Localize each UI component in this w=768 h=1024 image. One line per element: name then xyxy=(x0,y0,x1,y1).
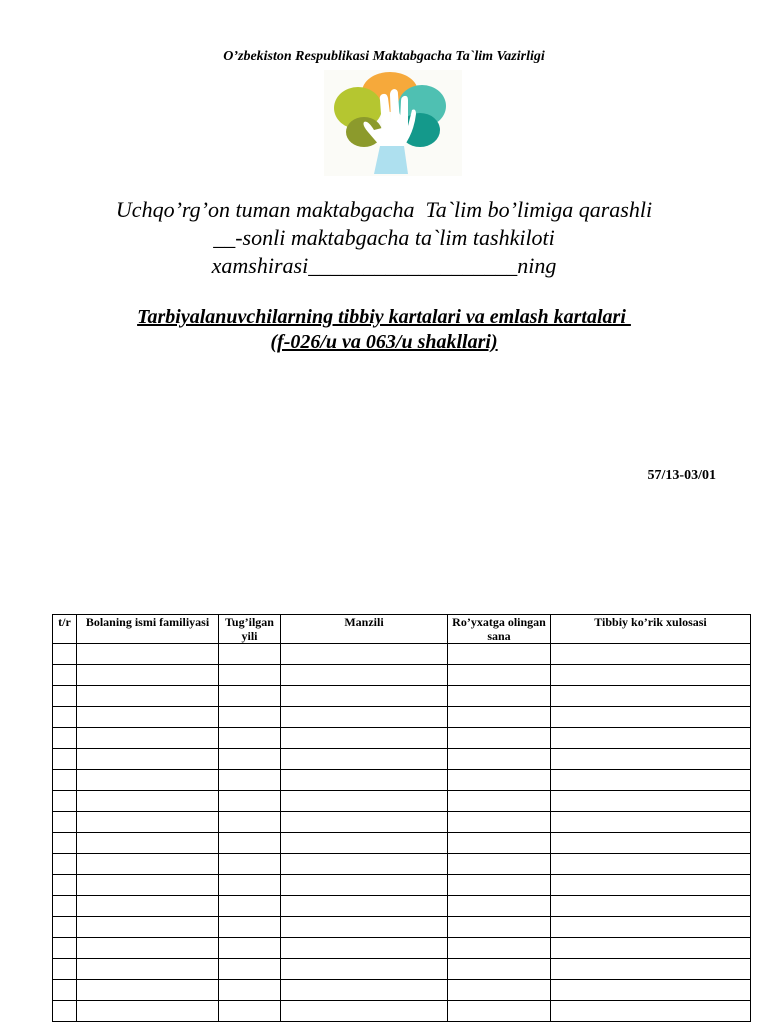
cell-medical-conclusion[interactable] xyxy=(551,770,751,791)
hand-tree-logo-icon xyxy=(324,70,462,176)
cell-address[interactable] xyxy=(281,959,448,980)
cell-medical-conclusion[interactable] xyxy=(551,875,751,896)
table-row xyxy=(53,749,751,770)
header-number: t/r xyxy=(53,615,77,644)
cell-birth-year[interactable] xyxy=(219,938,281,959)
cell-address[interactable] xyxy=(281,791,448,812)
document-title-line-1: Tarbiyalanuvchilarning tibbiy kartalari va emlash kartalari xyxy=(137,306,631,328)
cell-medical-conclusion[interactable] xyxy=(551,938,751,959)
table-row xyxy=(53,728,751,749)
cell-medical-conclusion[interactable] xyxy=(551,959,751,980)
cell-registration-date[interactable] xyxy=(448,917,551,938)
table-row xyxy=(53,686,751,707)
table-body xyxy=(53,644,751,1022)
cell-address[interactable] xyxy=(281,665,448,686)
table-row xyxy=(53,665,751,686)
cell-address[interactable] xyxy=(281,728,448,749)
cell-child-name[interactable] xyxy=(77,833,219,854)
table-row xyxy=(53,980,751,1001)
cell-number[interactable] xyxy=(53,854,77,875)
header-registration-date: Ro’yxatga olingan sana xyxy=(448,615,551,644)
document-title-line-2: (f-026/u va 063/u shakllari) xyxy=(270,331,498,353)
cell-birth-year[interactable] xyxy=(219,896,281,917)
cell-number[interactable] xyxy=(53,980,77,1001)
cell-address[interactable] xyxy=(281,749,448,770)
organization-line-1: Uchqo’rg’on tuman maktabgacha Ta`lim bo’limiga qarashli xyxy=(115,197,653,222)
cell-number[interactable] xyxy=(53,896,77,917)
header-birth-year: Tug’ilgan yili xyxy=(219,615,281,644)
cell-address[interactable] xyxy=(281,917,448,938)
cell-medical-conclusion[interactable] xyxy=(551,896,751,917)
cell-medical-conclusion[interactable] xyxy=(551,980,751,1001)
cell-child-name[interactable] xyxy=(77,896,219,917)
document-code: 57/13-03/01 xyxy=(647,468,716,483)
register-table xyxy=(52,614,751,1022)
cell-child-name[interactable] xyxy=(77,749,219,770)
cell-medical-conclusion[interactable] xyxy=(551,833,751,854)
cell-child-name[interactable] xyxy=(77,938,219,959)
cell-birth-year[interactable] xyxy=(219,728,281,749)
cell-registration-date[interactable] xyxy=(448,644,551,665)
cell-medical-conclusion[interactable] xyxy=(551,791,751,812)
cell-birth-year[interactable] xyxy=(219,854,281,875)
cell-child-name[interactable] xyxy=(77,854,219,875)
cell-address[interactable] xyxy=(281,686,448,707)
cell-registration-date[interactable] xyxy=(448,959,551,980)
table-row xyxy=(53,833,751,854)
cell-birth-year[interactable] xyxy=(219,749,281,770)
cell-registration-date[interactable] xyxy=(448,728,551,749)
cell-address[interactable] xyxy=(281,833,448,854)
table-row xyxy=(53,644,751,665)
cell-registration-date[interactable] xyxy=(448,875,551,896)
cell-medical-conclusion[interactable] xyxy=(551,665,751,686)
cell-child-name[interactable] xyxy=(77,980,219,1001)
cell-birth-year[interactable] xyxy=(219,686,281,707)
cell-child-name[interactable] xyxy=(77,770,219,791)
cell-birth-year[interactable] xyxy=(219,980,281,1001)
cell-child-name[interactable] xyxy=(77,644,219,665)
table-row xyxy=(53,959,751,980)
organization-line-2: __-sonli maktabgacha ta`lim tashkiloti xyxy=(213,225,555,250)
cell-address[interactable] xyxy=(281,938,448,959)
cell-number[interactable] xyxy=(53,665,77,686)
cell-birth-year[interactable] xyxy=(219,833,281,854)
cell-number[interactable] xyxy=(53,749,77,770)
cell-birth-year[interactable] xyxy=(219,917,281,938)
cell-medical-conclusion[interactable] xyxy=(551,1001,751,1022)
table-row xyxy=(53,707,751,728)
header-child-name: Bolaning ismi familiyasi xyxy=(77,615,219,644)
cell-birth-year[interactable] xyxy=(219,770,281,791)
cell-medical-conclusion[interactable] xyxy=(551,812,751,833)
document-title xyxy=(0,305,768,355)
cell-registration-date[interactable] xyxy=(448,980,551,1001)
cell-registration-date[interactable] xyxy=(448,833,551,854)
cell-child-name[interactable] xyxy=(77,728,219,749)
table-row xyxy=(53,875,751,896)
cell-address[interactable] xyxy=(281,644,448,665)
cell-number[interactable] xyxy=(53,938,77,959)
cell-birth-year[interactable] xyxy=(219,707,281,728)
cell-child-name[interactable] xyxy=(77,791,219,812)
cell-number[interactable] xyxy=(53,812,77,833)
cell-address[interactable] xyxy=(281,770,448,791)
cell-medical-conclusion[interactable] xyxy=(551,728,751,749)
cell-birth-year[interactable] xyxy=(219,791,281,812)
cell-registration-date[interactable] xyxy=(448,896,551,917)
cell-address[interactable] xyxy=(281,896,448,917)
cell-birth-year[interactable] xyxy=(219,644,281,665)
cell-child-name[interactable] xyxy=(77,812,219,833)
cell-registration-date[interactable] xyxy=(448,812,551,833)
table-row xyxy=(53,896,751,917)
cell-number[interactable] xyxy=(53,917,77,938)
cell-child-name[interactable] xyxy=(77,686,219,707)
cell-address[interactable] xyxy=(281,1001,448,1022)
cell-child-name[interactable] xyxy=(77,707,219,728)
cell-address[interactable] xyxy=(281,707,448,728)
cell-medical-conclusion[interactable] xyxy=(551,749,751,770)
cell-number[interactable] xyxy=(53,959,77,980)
table-row xyxy=(53,854,751,875)
cell-registration-date[interactable] xyxy=(448,707,551,728)
organization-block xyxy=(0,196,768,280)
cell-number[interactable] xyxy=(53,1001,77,1022)
cell-medical-conclusion[interactable] xyxy=(551,644,751,665)
cell-registration-date[interactable] xyxy=(448,1001,551,1022)
cell-number[interactable] xyxy=(53,644,77,665)
cell-registration-date[interactable] xyxy=(448,686,551,707)
cell-child-name[interactable] xyxy=(77,1001,219,1022)
cell-address[interactable] xyxy=(281,875,448,896)
cell-birth-year[interactable] xyxy=(219,875,281,896)
cell-number[interactable] xyxy=(53,791,77,812)
cell-number[interactable] xyxy=(53,707,77,728)
cell-address[interactable] xyxy=(281,980,448,1001)
cell-birth-year[interactable] xyxy=(219,812,281,833)
header-address: Manzili xyxy=(281,615,448,644)
table-row xyxy=(53,938,751,959)
table-row xyxy=(53,812,751,833)
cell-birth-year[interactable] xyxy=(219,959,281,980)
cell-birth-year[interactable] xyxy=(219,665,281,686)
table-row xyxy=(53,1001,751,1022)
table-row xyxy=(53,917,751,938)
cell-child-name[interactable] xyxy=(77,917,219,938)
cell-registration-date[interactable] xyxy=(448,770,551,791)
cell-child-name[interactable] xyxy=(77,959,219,980)
cell-child-name[interactable] xyxy=(77,875,219,896)
table-row xyxy=(53,770,751,791)
cell-number[interactable] xyxy=(53,770,77,791)
cell-registration-date[interactable] xyxy=(448,665,551,686)
cell-number[interactable] xyxy=(53,686,77,707)
table-row xyxy=(53,791,751,812)
organization-line-3: xamshirasi___________________ning xyxy=(211,253,557,278)
cell-address[interactable] xyxy=(281,854,448,875)
cell-registration-date[interactable] xyxy=(448,854,551,875)
cell-registration-date[interactable] xyxy=(448,791,551,812)
cell-medical-conclusion[interactable] xyxy=(551,917,751,938)
cell-child-name[interactable] xyxy=(77,665,219,686)
cell-number[interactable] xyxy=(53,728,77,749)
cell-medical-conclusion[interactable] xyxy=(551,854,751,875)
cell-registration-date[interactable] xyxy=(448,938,551,959)
cell-registration-date[interactable] xyxy=(448,749,551,770)
cell-medical-conclusion[interactable] xyxy=(551,686,751,707)
cell-medical-conclusion[interactable] xyxy=(551,707,751,728)
ministry-heading: O’zbekiston Respublikasi Maktabgacha Ta`lim Vazirligi xyxy=(223,49,545,64)
cell-address[interactable] xyxy=(281,812,448,833)
cell-number[interactable] xyxy=(53,875,77,896)
cell-birth-year[interactable] xyxy=(219,1001,281,1022)
cell-number[interactable] xyxy=(53,833,77,854)
header-medical-conclusion: Tibbiy ko’rik xulosasi xyxy=(551,615,751,644)
table-header-row xyxy=(53,615,751,644)
